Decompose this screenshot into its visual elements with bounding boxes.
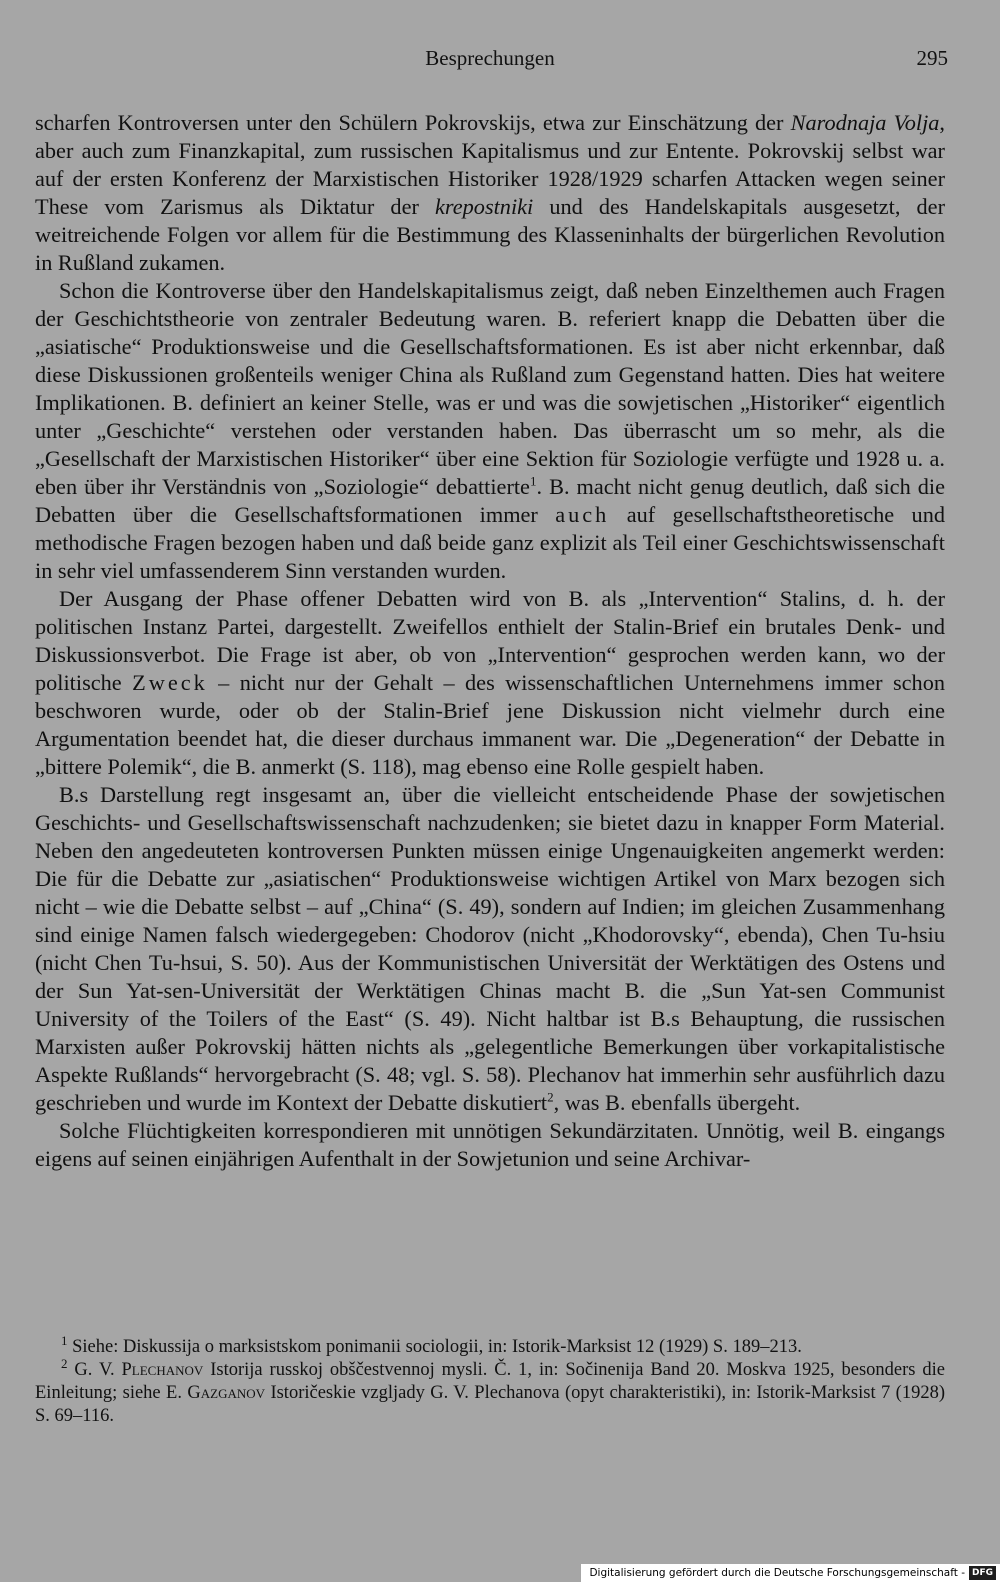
text-run: , was B. ebenfalls übergeht. <box>553 1090 801 1115</box>
footnote-mark: 1 <box>61 1332 68 1348</box>
body-text <box>35 109 945 1173</box>
author-name: Gazganov <box>187 1383 266 1403</box>
italic-term: krepostniki <box>435 194 534 219</box>
text-run: Solche Flüchtigkeiten korrespondieren mit unnötigen Sekundärzitaten. Unnötig, weil B. eingangs eigens auf seinen einjährigen Aufenthalt in der Sowjetunion und seine Archivar- <box>35 1118 945 1171</box>
digitization-credit <box>581 1564 1000 1582</box>
paragraph <box>35 1117 945 1173</box>
text-run: scharfen Kontroversen unter den Schülern Pokrovskijs, etwa zur Einschätzung der <box>35 110 791 135</box>
author-name: Plechanov <box>121 1360 204 1380</box>
text-run: Der Ausgang der Phase offener Debatten wird von B. als „Intervention“ Stalins, d. h. der politischen Instanz Partei, dargestellt. Zweifellos enthielt der Stalin-Brief ein brutales Denk- und Diskussionsverbot. Die Frage ist aber, ob von „Intervention“ gesprochen werden kann, wo der politische <box>35 586 945 695</box>
credit-text: Digitalisierung gefördert durch die Deutsche Forschungsgemeinschaft - <box>589 1567 965 1579</box>
paragraph <box>35 109 945 277</box>
text-run: , aber auch zum Finanzkapital, zum russischen Kapitalismus und zur Entente. Pokrovskij selbst war auf der ersten Konferenz der Marxistischen Historiker 1928/1929 scharfen Attacken wegen seiner These vom Zarismus als Diktatur der <box>35 110 945 219</box>
footnote-mark: 2 <box>61 1355 68 1371</box>
text-run: auf gesellschaftstheoretische und methodische Fragen bezogen haben und daß beide ganz explizit als Teil einer Geschichtswissenschaft in sehr viel umfassenderem Sinn verstanden wurden. <box>35 502 945 583</box>
footnotes <box>35 1332 946 1428</box>
footnote-text: Siehe: Diskussija o marksistskom ponimanii sociologii, in: Istorik-Marksist 12 (1929) S. 189–213. <box>67 1337 802 1357</box>
footnote-text: Istoričeskie vzgljady G. V. Plechanova (opyt charakteristiki), in: Istorik-Marksist 7 (1928) S. 69–116. <box>35 1383 946 1426</box>
text-run: Schon die Kontroverse über den Handelskapitalismus zeigt, daß neben Einzelthemen auch Fragen der Geschichtstheorie von zentraler Bedeutung waren. B. referiert knapp die Debatten über die „asiatische“ Produktionsweise und die Gesellschaftsformationen. Es ist aber nicht erkennbar, daß diese Diskussionen großenteils weniger China als Rußland zum Gegenstand hatten. Dies hat weitere Implikationen. B. definiert an keiner Stelle, was er und was die sowjetischen „Historiker“ eigentlich unter „Geschichte“ verstehen oder verstanden haben. Das überrascht um so mehr, als die „Gesellschaft der Marxistischen Historiker“ über eine Sektion für Soziologie verfügte und 1928 u. a. eben über ihr Verständnis von „Soziologie“ debattierte <box>35 278 945 499</box>
paragraph <box>35 277 945 585</box>
paragraph <box>35 781 945 1117</box>
paragraph <box>35 585 945 781</box>
text-run: B.s Darstellung regt insgesamt an, über die vielleicht entscheidende Phase der sowjetischen Geschichts- und Gesellschaftswissenschaft nachzudenken; sie bietet dazu in knapper Form Material. Neben den angedeuteten kontroversen Punkten müssen einige Ungenauigkeiten angemerkt werden: Die für die Debatte zur „asiatischen“ Produktionsweise wichtigen Artikel von Marx bezogen sich nicht – wie die Debatte selbst – auf „China“ (S. 49), sondern auf Indien; im gleichen Zusammenhang sind einige Namen falsch wiedergegeben: Chodorov (nicht „Khodorovsky“, ebenda), Chen Tu-hsiu (nicht Chen Tu-hsui, S. 50). Aus der Kommunistischen Universität der Werktätigen des Ostens und der Sun Yat-sen-Universität der Werktätigen Chinas macht B. die „Sun Yat-sen Communist University of the Toilers of the East“ (S. 49). Nicht haltbar ist B.s Behauptung, die russischen Marxisten außer Pokrovskij hätten nichts als „gelegentliche Bemerkungen über vorkapitalistische Aspekte Rußlands“ hervorgebracht (S. 48; vgl. S. 58). Plechanov hat immerhin sehr ausführlich dazu geschrieben und wurde im Kontext der Debatte diskutiert <box>35 782 945 1115</box>
dfg-logo: DFG <box>969 1566 996 1580</box>
page-number: 295 <box>916 46 948 70</box>
footnote-ref: 2 <box>547 1089 554 1105</box>
footnote <box>35 1332 945 1359</box>
text-run: und des Handelskapitals ausgesetzt, der weitreichende Folgen vor allem für die Bestimmung des Klasseninhalts der bürgerlichen Revolution in Rußland zukamen. <box>35 194 945 275</box>
footnote-text: Istorija russkoj obščestvennoj mysli. Č. 1, in: Sočinenija Band 20. Moskva 1925, besonders die Einleitung; siehe E. <box>35 1360 945 1403</box>
italic-term: Narodnaja Volja <box>790 110 940 135</box>
running-head: Besprechungen <box>425 46 555 70</box>
spaced-emphasis: Zweck <box>132 670 208 695</box>
footnote-ref: 1 <box>529 473 537 489</box>
text-run: . B. macht nicht genug deutlich, daß sich die Debatten über die Gesellschaftsformationen immer <box>35 474 945 527</box>
text-run: – nicht nur der Gehalt – des wissenschaftlichen Unternehmens immer schon beschworen wurde, oder ob der Stalin-Brief jene Diskussion nicht vielmehr durch eine Argumentation beendet hat, die dieser durchaus immanent war. Die „Degeneration“ der Debatte in „bittere Polemik“, die B. anmerkt (S. 118), mag ebenso eine Rolle gespielt haben. <box>35 670 945 779</box>
spaced-emphasis: auch <box>555 502 610 527</box>
footnote <box>35 1355 946 1428</box>
footnote-text: G. V. <box>67 1360 122 1380</box>
